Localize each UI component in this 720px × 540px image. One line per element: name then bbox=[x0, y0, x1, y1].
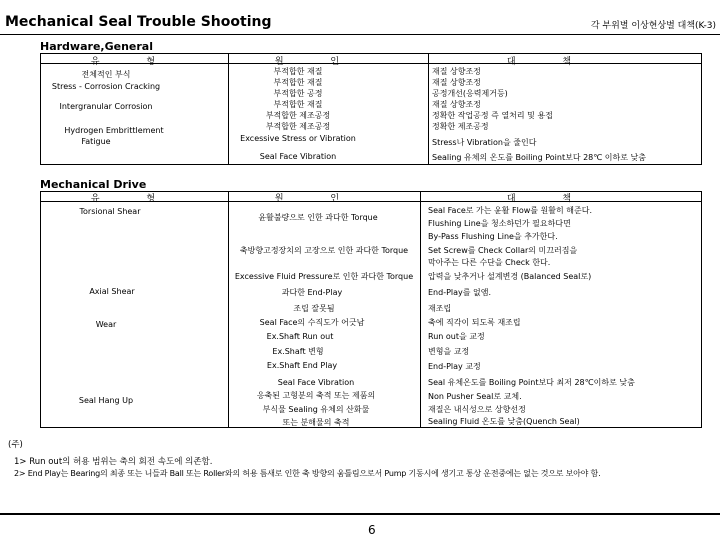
mechanical-action: Run out을 교정 bbox=[428, 332, 485, 341]
hardware-action: 공정개선(응력제거등) bbox=[432, 89, 508, 98]
hardware-action: Sealing 유체의 온도를 Boiling Point보다 28℃ 이하로 낮춤 bbox=[432, 153, 646, 162]
section-title-hardware: Hardware,General bbox=[40, 40, 153, 53]
header-rule bbox=[0, 34, 720, 35]
mechanical-type: Torsional Shear bbox=[79, 207, 141, 216]
mechanical-col-divider-1 bbox=[228, 191, 229, 428]
notes-heading: (주) bbox=[8, 440, 23, 450]
hardware-type: Hydrogen Embrittlement bbox=[64, 126, 164, 135]
note-item: 2> End Play는 Bearing의 최종 또는 니들과 Ball 또는 Roller와의 허용 틈새로 인한 축 방향의 움틀림으로서 Pump 기동시에 생기고 통상 운전중에는 없는 것으로 보아야 함. bbox=[14, 469, 601, 478]
mechanical-action: Set Screw를 Check Collar의 미끄러짐을 bbox=[428, 246, 578, 255]
footer-rule bbox=[0, 513, 720, 515]
mechanical-cause: 윤활불량으로 인한 과다한 Torque bbox=[258, 213, 378, 222]
mechanical-cause: Seal Face의 수직도가 어긋남 bbox=[259, 318, 365, 327]
hardware-action: 재질 상향조정 bbox=[432, 100, 481, 109]
hardware-action: 재질 상향조정 bbox=[432, 67, 481, 76]
mechanical-cause: Excessive Fluid Pressure로 인한 과다한 Torque bbox=[234, 272, 414, 281]
hardware-action: 정확한 제조공정 bbox=[432, 122, 489, 131]
mechanical-action: 변형을 교정 bbox=[428, 347, 470, 356]
hardware-type: Stress - Corrosion Cracking bbox=[51, 82, 161, 91]
hardware-cause: 부적합한 재질 bbox=[273, 100, 323, 109]
hardware-col-divider-1 bbox=[228, 53, 229, 165]
hardware-type: Intergranular Corrosion bbox=[59, 102, 153, 111]
mechanical-header-type: 유 형 bbox=[90, 194, 178, 204]
hardware-action: 재질 상향조정 bbox=[432, 78, 481, 87]
mechanical-cause: 또는 분해물의 축적 bbox=[282, 418, 350, 427]
mechanical-action: 압력을 낮추거나 설계변경 (Balanced Seal로) bbox=[428, 272, 592, 281]
hardware-header-cause: 원 인 bbox=[274, 57, 362, 67]
mechanical-cause: 응축된 고형분의 축적 또는 제품의 bbox=[256, 391, 376, 400]
hardware-cause: 부적합한 제조공정 bbox=[265, 122, 331, 131]
hardware-header-type: 유 형 bbox=[90, 57, 178, 67]
section-title-mechanical: Mechanical Drive bbox=[40, 178, 147, 191]
mechanical-cause: 부식물 Sealing 유체의 산화물 bbox=[262, 405, 370, 414]
hardware-cause: 부적합한 재질 bbox=[273, 78, 323, 87]
mechanical-cause: Seal Face Vibration bbox=[277, 378, 355, 387]
mechanical-cause: Ex.Shaft 변형 bbox=[272, 347, 324, 356]
hardware-type: 전체적인 부식 bbox=[81, 70, 131, 79]
hardware-header-action: 대 책 bbox=[506, 57, 594, 67]
mechanical-action: 축에 직각이 되도록 재조립 bbox=[428, 318, 521, 327]
mechanical-action: Flushing Line을 청소하던가 필요하다면 bbox=[428, 219, 571, 228]
mechanical-cause: 과다한 End-Play bbox=[281, 288, 343, 297]
mechanical-action: By-Pass Flushing Line을 추가한다. bbox=[428, 232, 558, 241]
mechanical-action: 재질은 내식성으로 상향선정 bbox=[428, 405, 526, 414]
mechanical-col-divider-2 bbox=[420, 191, 421, 428]
mechanical-cause: 조립 잘못됨 bbox=[293, 304, 335, 313]
mechanical-type: Axial Shear bbox=[89, 287, 135, 296]
hardware-col-divider-2 bbox=[428, 53, 429, 165]
mechanical-action: Seal Face로 가는 윤활 Flow를 원활히 해준다. bbox=[428, 206, 593, 215]
mechanical-action: End-Play 교정 bbox=[428, 362, 481, 371]
note-item: 1> Run out의 허용 범위는 축의 회전 속도에 의존함. bbox=[14, 457, 213, 467]
hardware-cause: Seal Face Vibration bbox=[259, 152, 337, 161]
mechanical-action: End-Play를 없앰. bbox=[428, 288, 492, 297]
hardware-cause: Excessive Stress or Vibration bbox=[240, 134, 356, 143]
hardware-cause: 부적합한 공정 bbox=[273, 89, 323, 98]
page-title: Mechanical Seal Trouble Shooting bbox=[5, 14, 272, 30]
hardware-action: 정확한 작업공정 즉 열처리 및 용접 bbox=[432, 111, 553, 120]
mechanical-header-cause: 원 인 bbox=[274, 194, 362, 204]
mechanical-action: Sealing Fluid 온도를 낮춤(Quench Seal) bbox=[428, 417, 580, 426]
mechanical-cause: Ex.Shaft End Play bbox=[266, 361, 338, 370]
page-number: 6 bbox=[368, 523, 376, 537]
hardware-action: Stress나 Vibration을 줄인다 bbox=[432, 138, 537, 147]
page-subtitle: 각 부위별 이상현상별 대책(K-3) bbox=[590, 21, 716, 31]
mechanical-action: 재조립 bbox=[428, 304, 452, 313]
mechanical-cause: 축방향고정장치의 고장으로 인한 과다한 Torque bbox=[239, 246, 409, 255]
mechanical-action: Non Pusher Seal로 교체. bbox=[428, 392, 522, 401]
mechanical-type: Seal Hang Up bbox=[78, 396, 134, 405]
hardware-cause: 부적합한 재질 bbox=[273, 67, 323, 76]
mechanical-action: Seal 유체온도를 Boiling Point보다 최저 28℃이하로 낮춤 bbox=[428, 378, 635, 387]
hardware-type: Fatigue bbox=[81, 137, 111, 146]
mechanical-header-action: 대 책 bbox=[506, 194, 594, 204]
mechanical-cause: Ex.Shaft Run out bbox=[266, 332, 334, 341]
mechanical-action: 막아주는 다른 수단을 Check 한다. bbox=[428, 258, 551, 267]
hardware-cause: 부적합한 제조공정 bbox=[265, 111, 331, 120]
mechanical-type: Wear bbox=[95, 320, 117, 329]
